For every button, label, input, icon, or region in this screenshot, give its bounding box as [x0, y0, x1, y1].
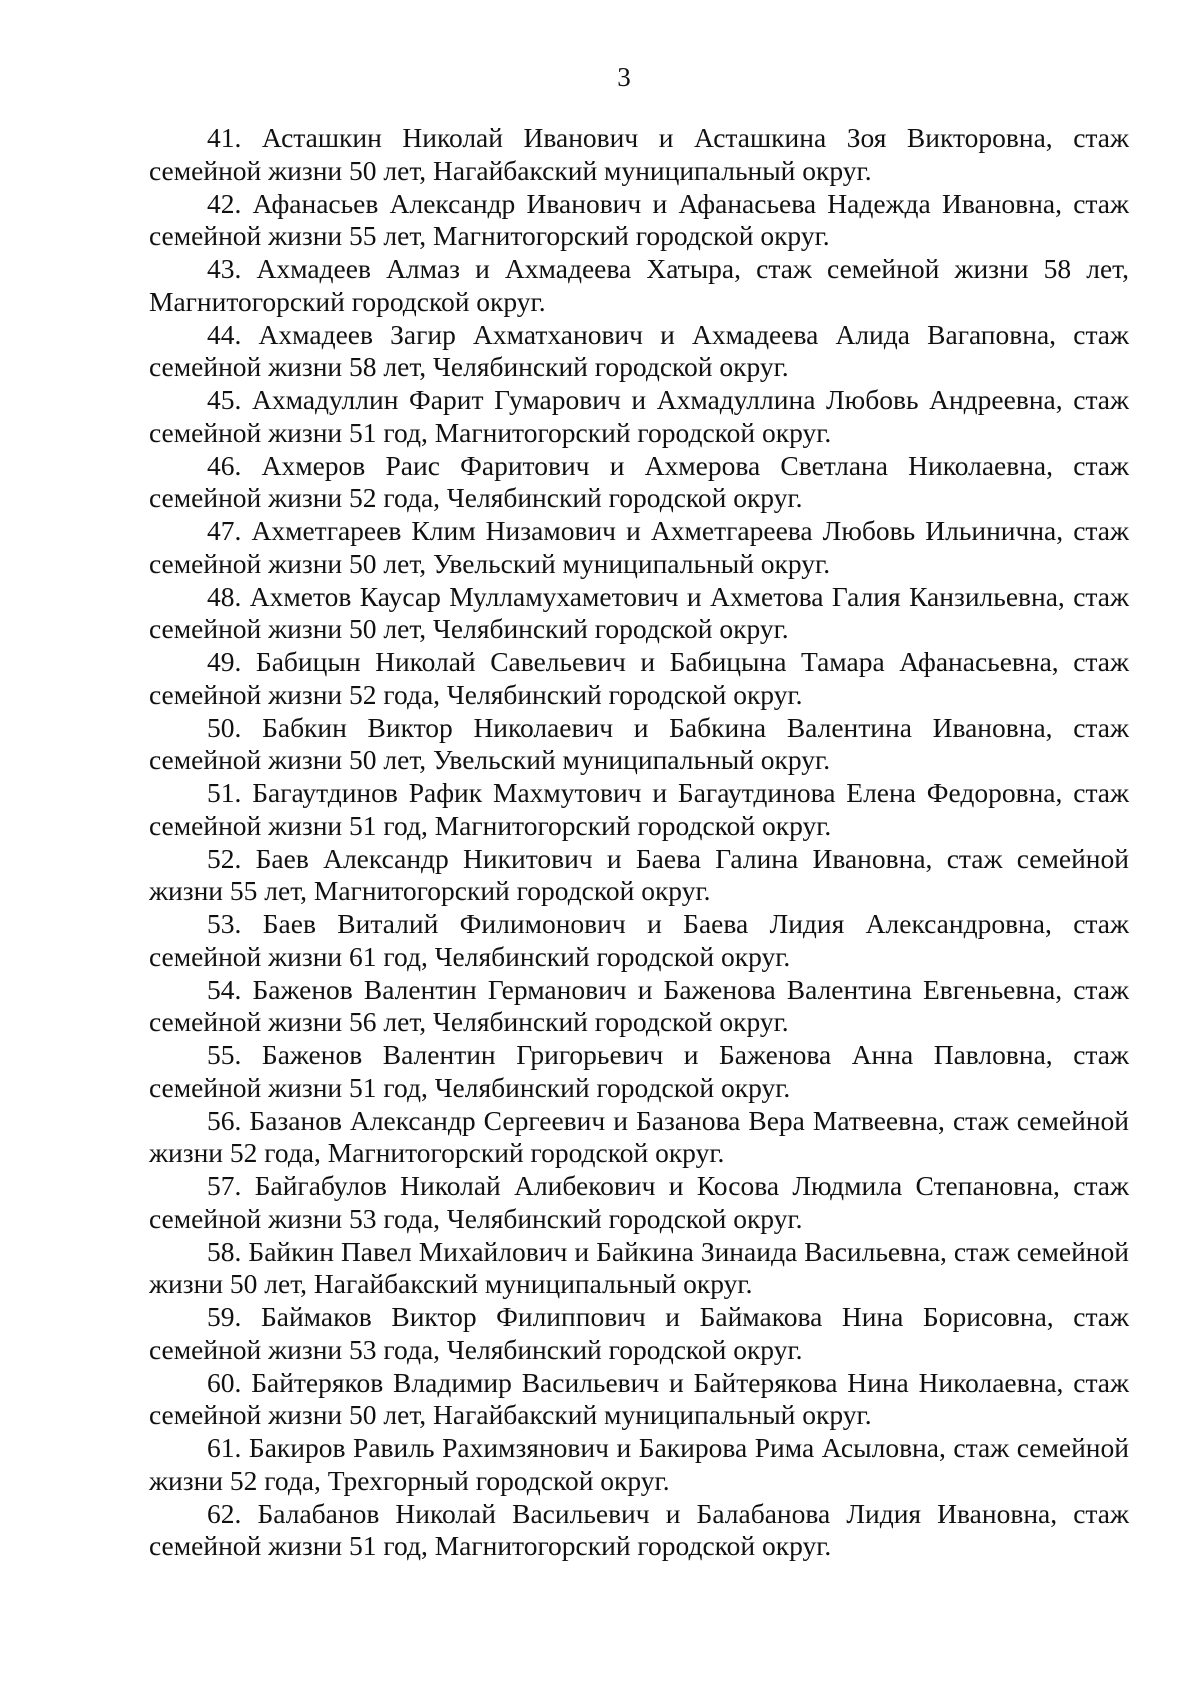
- list-item: 57. Байгабулов Николай Алибекович и Косова Людмила Степановна, стаж семейной жизни 53 года, Челябинский городской округ.: [149, 1170, 1129, 1234]
- list-item: 41. Асташкин Николай Иванович и Асташкина Зоя Викторовна, стаж семейной жизни 50 лет, Нагайбакский муниципальный округ.: [149, 122, 1129, 186]
- list-item: 59. Баймаков Виктор Филиппович и Баймакова Нина Борисовна, стаж семейной жизни 53 года, Челябинский городской округ.: [149, 1301, 1129, 1365]
- list-item: 50. Бабкин Виктор Николаевич и Бабкина Валентина Ивановна, стаж семейной жизни 50 лет, Увельский муниципальный округ.: [149, 711, 1129, 775]
- list-item: 58. Байкин Павел Михайлович и Байкина Зинаида Васильевна, стаж семейной жизни 50 лет, Нагайбакский муниципальный округ.: [149, 1235, 1129, 1299]
- list-item: 54. Баженов Валентин Германович и Баженова Валентина Евгеньевна, стаж семейной жизни 56 лет, Челябинский городской округ.: [149, 973, 1129, 1037]
- list-item: 49. Бабицын Николай Савельевич и Бабицына Тамара Афанасьевна, стаж семейной жизни 52 года, Челябинский городской округ.: [149, 646, 1129, 710]
- list-item: 43. Ахмадеев Алмаз и Ахмадеева Хатыра, стаж семейной жизни 58 лет, Магнитогорский городской округ.: [149, 253, 1129, 317]
- list-item: 44. Ахмадеев Загир Ахматханович и Ахмадеева Алида Вагаповна, стаж семейной жизни 58 лет, Челябинский городской округ.: [149, 318, 1129, 382]
- list-item: 53. Баев Виталий Филимонович и Баева Лидия Александровна, стаж семейной жизни 61 год, Челябинский городской округ.: [149, 908, 1129, 972]
- list-item: 52. Баев Александр Никитович и Баева Галина Ивановна, стаж семейной жизни 55 лет, Магнитогорский городской округ.: [149, 842, 1129, 906]
- list-item: 51. Багаутдинов Рафик Махмутович и Багаутдинова Елена Федоровна, стаж семейной жизни 51 год, Магнитогорский городской округ.: [149, 777, 1129, 841]
- list-item: 45. Ахмадуллин Фарит Гумарович и Ахмадуллина Любовь Андреевна, стаж семейной жизни 51 год, Магнитогорский городской округ.: [149, 384, 1129, 448]
- list-item: 60. Байтеряков Владимир Васильевич и Байтерякова Нина Николаевна, стаж семейной жизни 50 лет, Нагайбакский муниципальный округ.: [149, 1366, 1129, 1430]
- list-item: 62. Балабанов Николай Васильевич и Балабанова Лидия Ивановна, стаж семейной жизни 51 год, Магнитогорский городской округ.: [149, 1497, 1129, 1561]
- list-item: 47. Ахметгареев Клим Низамович и Ахметгареева Любовь Ильинична, стаж семейной жизни 50 лет, Увельский муниципальный округ.: [149, 515, 1129, 579]
- list-item: 55. Баженов Валентин Григорьевич и Баженова Анна Павловна, стаж семейной жизни 51 год, Челябинский городской округ.: [149, 1039, 1129, 1103]
- entry-list: [149, 122, 1129, 1563]
- list-item: 48. Ахметов Каусар Мулламухаметович и Ахметова Галия Канзильевна, стаж семейной жизни 50 лет, Челябинский городской округ.: [149, 580, 1129, 644]
- list-item: 61. Бакиров Равиль Рахимзянович и Бакирова Рима Асыловна, стаж семейной жизни 52 года, Трехгорный городской округ.: [149, 1432, 1129, 1496]
- list-item: 42. Афанасьев Александр Иванович и Афанасьева Надежда Ивановна, стаж семейной жизни 55 лет, Магнитогорский городской округ.: [149, 187, 1129, 251]
- list-item: 46. Ахмеров Раис Фаритович и Ахмерова Светлана Николаевна, стаж семейной жизни 52 года, Челябинский городской округ.: [149, 449, 1129, 513]
- page-number: 3: [617, 62, 631, 92]
- list-item: 56. Базанов Александр Сергеевич и Базанова Вера Матвеевна, стаж семейной жизни 52 года, Магнитогорский городской округ.: [149, 1104, 1129, 1168]
